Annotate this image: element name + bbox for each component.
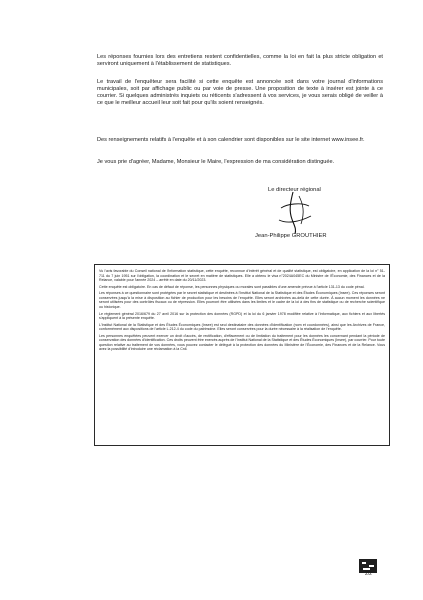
paragraph-confidentiality: Les réponses fournies lors des entretiens restent confidentielles, comme la loi en fait la plus stricte obligation et serviront uniquement à l'établissement de statistiques. <box>97 53 383 67</box>
notice-paragraph: Cette enquête est obligatoire. En cas de défaut de réponse, les personnes physiques ou morales sont passibles d'une amende prévue à l'article 131-13 du code pénal. <box>99 284 365 289</box>
handwritten-signature <box>275 190 315 236</box>
signatory-title: Le directeur régional <box>268 187 321 193</box>
paragraph-announcement: Le travail de l'enquêteur sera facilité si cette enquête est annoncée soit dans votre journal d'informations municipales, soit par affichage public ou par voie de presse. Une proposition de texte à insérer est jointe à ce courrier. Si quelques administrés inquiets ou réticents s'adressent à vos services, je vous serais obligé de veiller à ce que le meilleur accueil leur soit fait pour qu'ils soient renseignés. <box>97 78 383 107</box>
notice-paragraph: Les personnes enquêtées peuvent exercer un droit d'accès, de rectification, d'effacement ou de limitation du traitement pour les données les concernant pendant la période de conservation des données d'identification. Ces droits peuvent être exercés auprès de l'Institut National de la Statistique et des Études Économiques (Insee), par courrier. Pour toute question relative au traitement de vos données, vous pouvez contacter le délégué à la protection des données du Ministère de l'Économie, des Finances et de la Relance. Vous avez la possibilité d'introduire une réclamation à la Cnil. <box>99 333 385 352</box>
page-number: 2/2 <box>365 571 372 577</box>
notice-paragraph: L'Institut National de la Statistique et des Études Économiques (Insee) est seul destinataire des données d'identification (nom et coordonnées), ainsi que les Archives de France, conformément aux dispositions de l'article L.212-4 du code du patrimoine. Elles seront conservées pour la durée nécessaire à la réalisation de l'enquête. <box>99 322 385 332</box>
legal-notice-box <box>94 264 390 446</box>
notice-paragraph: Vu l'avis favorable du Conseil national de l'information statistique, cette enquête, reconnue d'intérêt général et de qualité statistique, est obligatoire, en application de la loi n° 51-711 du 7 juin 1951 sur l'obligation, la coordination et le secret en matière de statistiques. Elle a obtenu le visa n°2024A045EC du Ministre de l'Économie, des Finances et de la Relance, valable pour l'année 2024 – arrêté en date du 20/11/2023. <box>99 269 385 282</box>
notice-paragraph: Le règlement général 2016/679 du 27 avril 2016 sur la protection des données (RGPD) et la loi du 6 janvier 1978 modifiée relative à l'informatique, aux fichiers et aux libertés s'appliquent à la présente enquête. <box>99 311 385 321</box>
notice-paragraph: Les réponses à ce questionnaire sont protégées par le secret statistique et destinées à l'Institut National de la Statistique et des Études Économiques (Insee). Ces réponses seront conservées jusqu'à la mise à disposition au fichier de production pour les besoins de l'enquête. Elles seront archivées au-delà de cette durée. À aucun moment les données ne seront utilisées pour des contrôles fiscaux ou de répression. Elles pourront être utilisées dans les limites et le cadre de la loi à des fins de statistique ou de recherche scientifique ou historique. <box>99 291 385 309</box>
signatory-name: Jean-Philippe GROUTHIER <box>255 233 327 239</box>
closing-formula: Je vous prie d'agréer, Madame, Monsieur le Maire, l'expression de ma considération distinguée. <box>97 158 335 165</box>
paragraph-website: Des renseignements relatifs à l'enquête et à son calendrier sont disponibles sur le site internet www.insee.fr. <box>97 136 365 143</box>
